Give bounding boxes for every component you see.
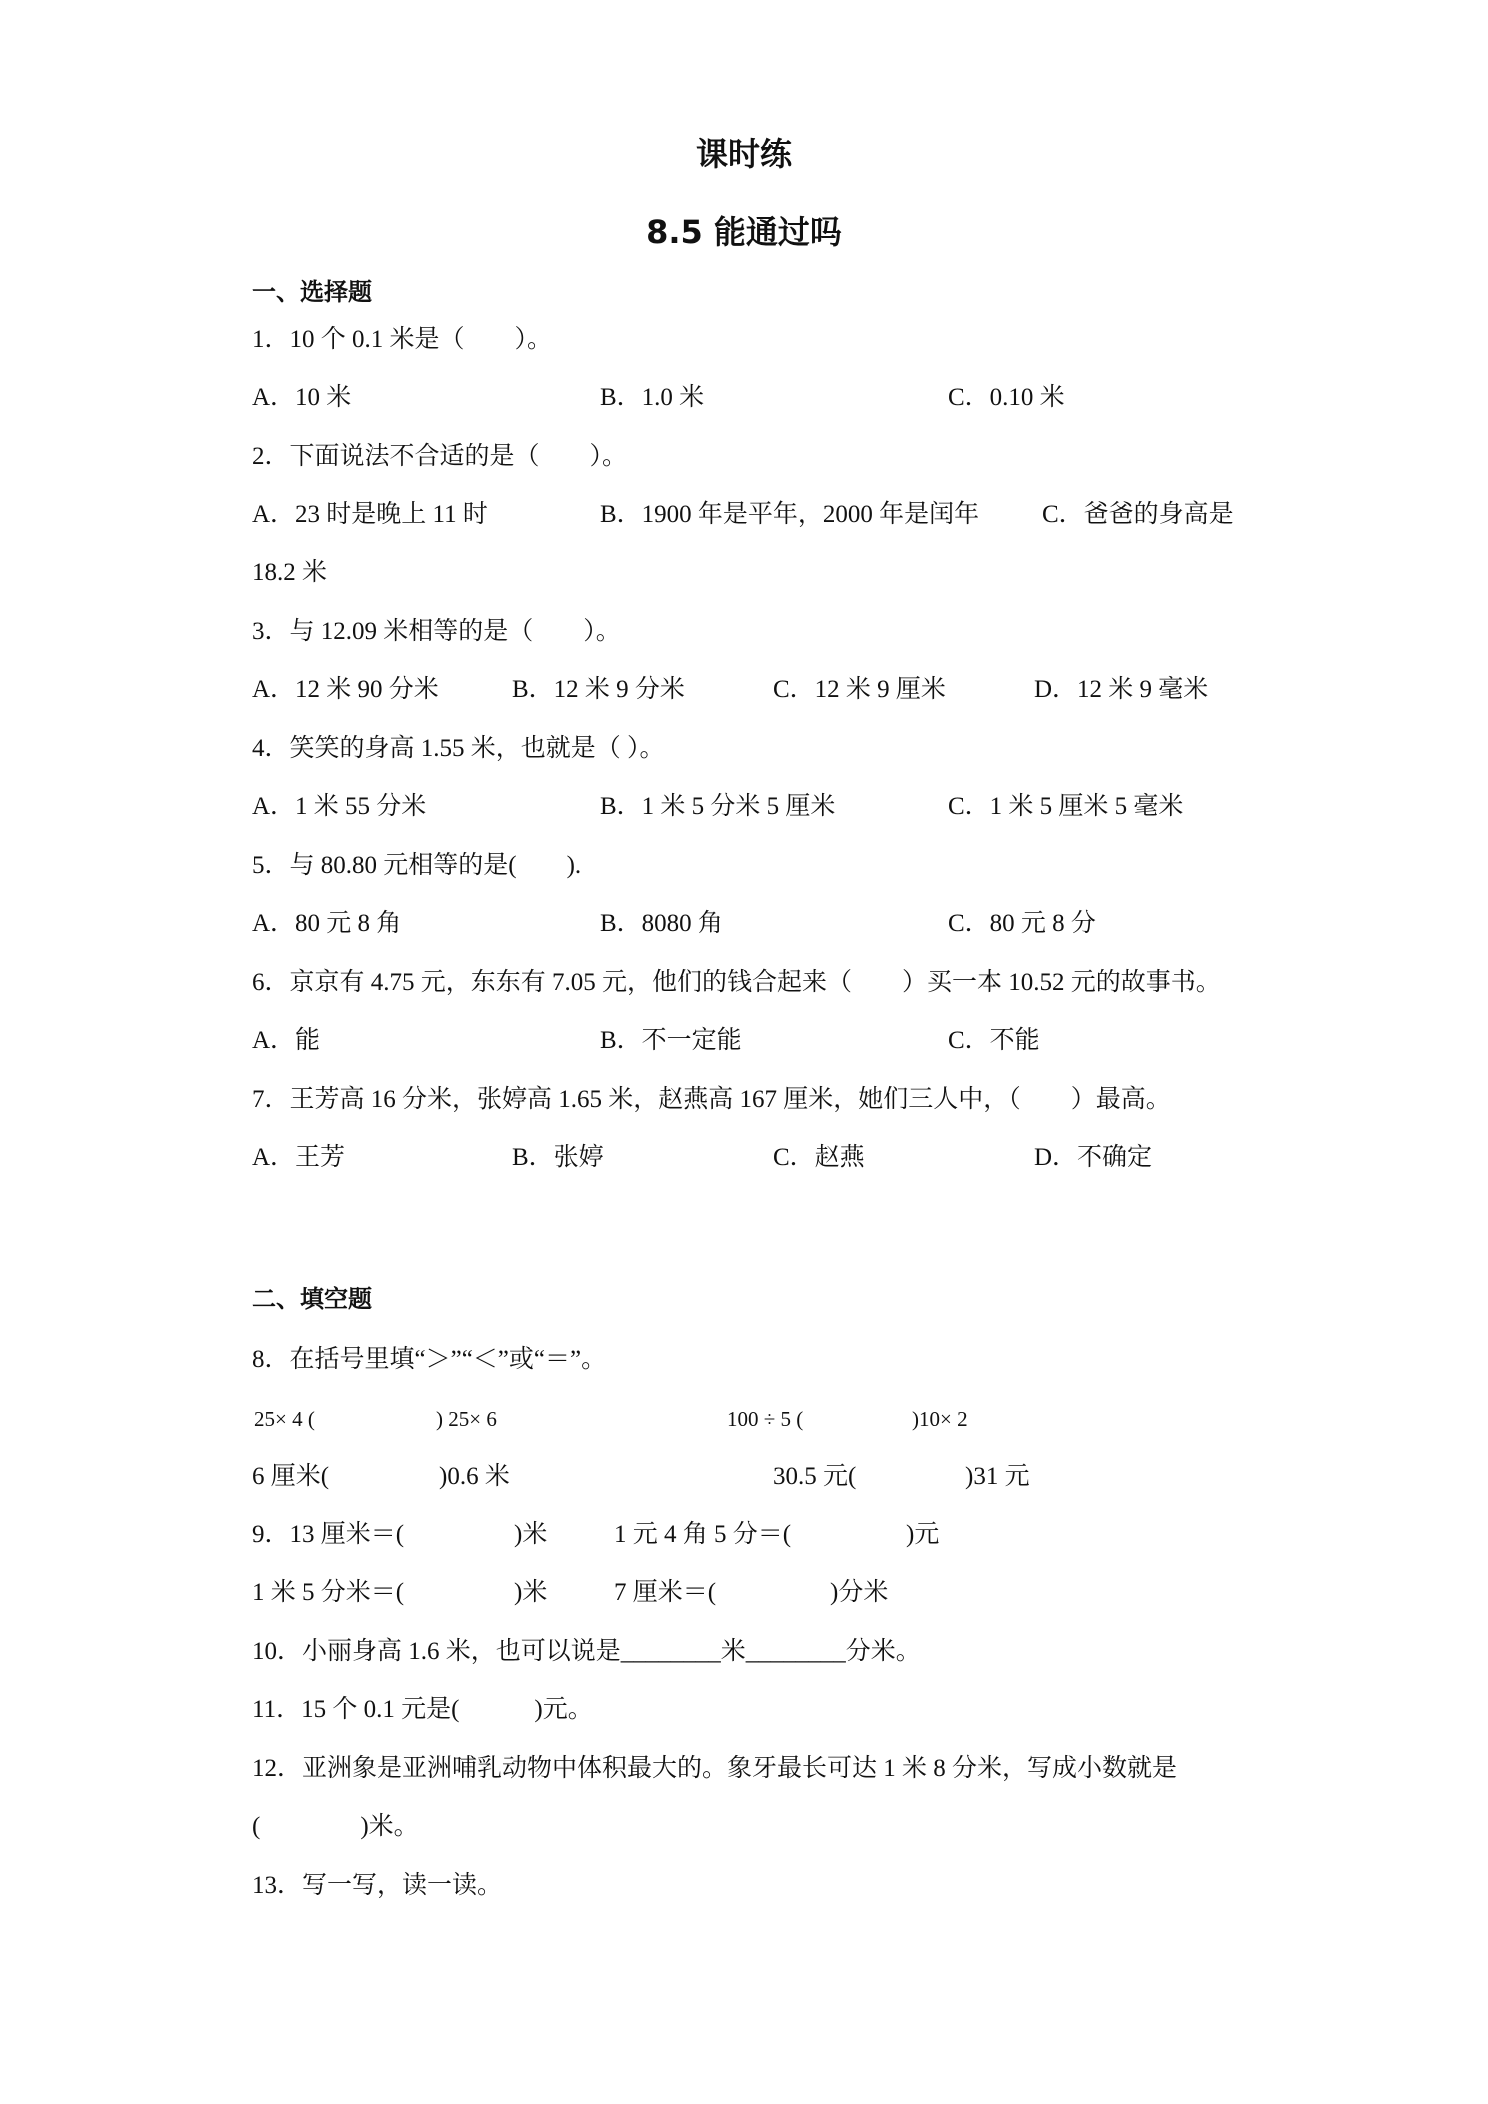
question-9-row2-right-rhs: )分米: [830, 1579, 889, 1606]
page-subtitle: 8.5 能通过吗: [646, 213, 842, 251]
question-4-stem: 4．笑笑的身高 1.55 米，也就是（ ）。: [252, 735, 665, 762]
question-8-row2-right-lhs: 30.5 元(: [773, 1463, 857, 1490]
question-3-option-d: D．12 米 9 毫米: [1034, 676, 1209, 703]
question-8-row1-right-rhs: )10× 2: [912, 1407, 968, 1431]
question-8-row2-left-lhs: 6 厘米(: [252, 1463, 330, 1490]
question-2-option-b: B．1900 年是平年，2000 年是闰年: [600, 501, 980, 528]
question-1-stem: 1．10 个 0.1 米是（ ）。: [252, 326, 553, 353]
question-7-option-a: A．王芳: [252, 1144, 346, 1171]
question-5-option-a: A．80 元 8 角: [252, 910, 402, 937]
section-heading-choice: 一、选择题: [252, 278, 372, 306]
question-2-option-a: A．23 时是晚上 11 时: [252, 501, 488, 528]
question-7-stem: 7．王芳高 16 分米，张婷高 1.65 米，赵燕高 167 厘米，她们三人中，（ ）最高。: [252, 1086, 1171, 1113]
page-title: 课时练: [695, 135, 792, 173]
question-13: 13．写一写，读一读。: [252, 1872, 503, 1899]
question-9-row1-right-lhs: 1 元 4 角 5 分＝(: [614, 1521, 792, 1548]
question-9-row1-left-lhs: 9．13 厘米＝(: [252, 1521, 405, 1548]
question-5-stem: 5．与 80.80 元相等的是( ).: [252, 852, 582, 879]
question-3-stem: 3．与 12.09 米相等的是（ ）。: [252, 618, 621, 645]
question-7-option-c: C．赵燕: [773, 1144, 865, 1171]
question-2-option-c: C．爸爸的身高是: [1042, 501, 1234, 528]
question-9-row2-left-rhs: )米: [514, 1579, 548, 1606]
question-8-stem: 8．在括号里填“＞”“＜”或“＝”。: [252, 1346, 607, 1373]
question-9-row1-left-rhs: )米: [514, 1521, 548, 1548]
question-1-option-b: B．1.0 米: [600, 384, 705, 411]
question-3-option-b: B．12 米 9 分米: [512, 676, 685, 703]
question-5-option-b: B．8080 角: [600, 910, 723, 937]
question-1-option-a: A．10 米: [252, 384, 352, 411]
question-6-option-c: C．不能: [948, 1027, 1040, 1054]
question-12-line1: 12．亚洲象是亚洲哺乳动物中体积最大的。象牙最长可达 1 米 8 分米，写成小数就是: [252, 1755, 1178, 1782]
question-6-stem: 6．京京有 4.75 元，东东有 7.05 元，他们的钱合起来（ ）买一本 10.52 元的故事书。: [252, 969, 1221, 996]
question-1-option-c: C．0.10 米: [948, 384, 1065, 411]
question-9-row2-right-lhs: 7 厘米＝(: [614, 1579, 717, 1606]
question-4-option-a: A．1 米 55 分米: [252, 793, 427, 820]
question-8-row1-right-lhs: 100 ÷ 5 (: [727, 1407, 804, 1431]
question-8-row2-left-rhs: )0.6 米: [439, 1463, 510, 1490]
question-8-row1-left-rhs: ) 25× 6: [436, 1407, 497, 1431]
question-2-option-c-continued: 18.2 米: [252, 559, 328, 586]
question-5-option-c: C．80 元 8 分: [948, 910, 1096, 937]
question-9-row2-left-lhs: 1 米 5 分米＝(: [252, 1579, 405, 1606]
question-10: 10．小丽身高 1.6 米，也可以说是________米________分米。: [252, 1638, 921, 1665]
question-4-option-b: B．1 米 5 分米 5 厘米: [600, 793, 836, 820]
question-4-option-c: C．1 米 5 厘米 5 毫米: [948, 793, 1184, 820]
question-12-line2: ( )米。: [252, 1813, 419, 1840]
question-8-row2-right-rhs: )31 元: [965, 1463, 1030, 1490]
question-3-option-c: C．12 米 9 厘米: [773, 676, 946, 703]
question-11: 11．15 个 0.1 元是( )元。: [252, 1696, 593, 1723]
question-3-option-a: A．12 米 90 分米: [252, 676, 439, 703]
section-heading-fill: 二、填空题: [252, 1285, 372, 1313]
question-9-row1-right-rhs: )元: [906, 1521, 940, 1548]
question-7-option-b: B．张婷: [512, 1144, 604, 1171]
question-2-stem: 2．下面说法不合适的是（ ）。: [252, 443, 628, 470]
question-7-option-d: D．不确定: [1034, 1144, 1153, 1171]
question-6-option-b: B．不一定能: [600, 1027, 742, 1054]
question-6-option-a: A．能: [252, 1027, 321, 1054]
question-8-row1-left-lhs: 25× 4 (: [254, 1407, 315, 1431]
